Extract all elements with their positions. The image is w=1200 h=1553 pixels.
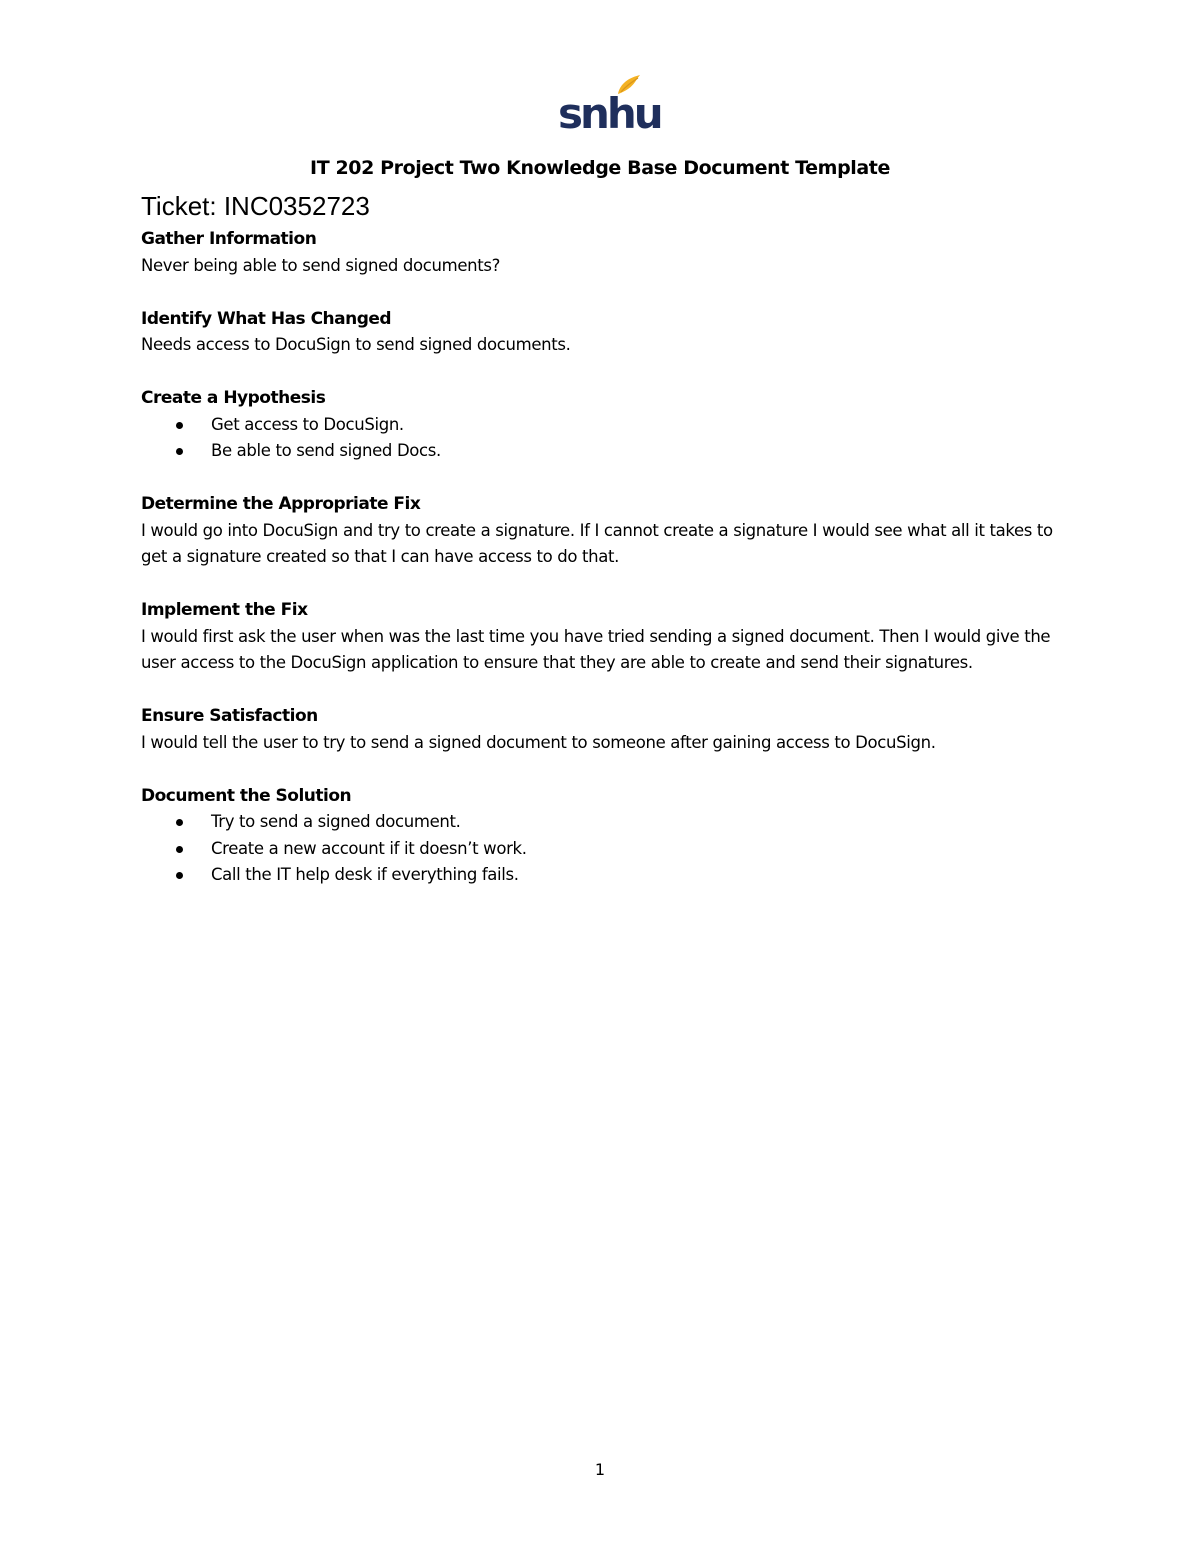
section-heading: Create a Hypothesis bbox=[141, 388, 326, 408]
list-item bbox=[141, 862, 1061, 889]
list-item-text: Call the IT help desk if everything fails. bbox=[211, 865, 519, 884]
section-paragraph: Needs access to DocuSign to send signed documents. bbox=[141, 335, 571, 354]
section-paragraph: I would tell the user to try to send a signed document to someone after gaining access to DocuSign. bbox=[141, 732, 936, 752]
list-item-text: Get access to DocuSign. bbox=[211, 414, 404, 434]
bullet-icon bbox=[176, 819, 183, 826]
section-determine-the-appropriate-fix bbox=[141, 491, 1061, 571]
section-paragraph: Never being able to send signed documents? bbox=[141, 255, 501, 275]
section-heading: Determine the Appropriate Fix bbox=[141, 494, 421, 514]
list-item-text: Be able to send signed Docs. bbox=[211, 441, 441, 460]
section-heading: Identify What Has Changed bbox=[141, 308, 392, 329]
bullet-list bbox=[141, 412, 1061, 465]
bullet-icon bbox=[176, 872, 183, 879]
bullet-icon bbox=[176, 422, 183, 429]
section-paragraph: I would first ask the user when was the last time you have tried sending a signed document. Then I would give the user access to the DocuSign application to ensure that they are able to create and send their signatures. bbox=[141, 626, 1051, 672]
document-title: IT 202 Project Two Knowledge Base Document Template bbox=[310, 157, 890, 179]
list-item-text: Create a new account if it doesn’t work. bbox=[211, 838, 527, 858]
section-heading: Ensure Satisfaction bbox=[141, 706, 318, 726]
ticket-number: Ticket: INC0352723 bbox=[141, 191, 370, 221]
section-implement-the-fix bbox=[141, 597, 1061, 677]
snhu-logo bbox=[558, 72, 661, 138]
section-paragraph: I would go into DocuSign and try to create a signature. If I cannot create a signature I would see what all it takes to get a signature created so that I can have access to do that. bbox=[141, 520, 1053, 566]
section-heading: Implement the Fix bbox=[141, 600, 308, 620]
bullet-icon bbox=[176, 846, 183, 853]
list-item bbox=[141, 438, 1061, 465]
bullet-list bbox=[141, 809, 1061, 889]
section-heading: Document the Solution bbox=[141, 785, 352, 806]
list-item bbox=[141, 412, 1061, 439]
bullet-icon bbox=[176, 448, 183, 455]
svg-text:snhu: snhu bbox=[558, 89, 661, 138]
section-document-the-solution bbox=[141, 783, 1061, 889]
section-identify-what-has-changed bbox=[141, 306, 1061, 359]
list-item-text: Try to send a signed document. bbox=[211, 812, 461, 831]
section-ensure-satisfaction bbox=[141, 703, 1061, 756]
list-item bbox=[141, 809, 1061, 836]
page-number: 1 bbox=[594, 1460, 606, 1479]
section-heading: Gather Information bbox=[141, 229, 317, 249]
list-item bbox=[141, 836, 1061, 863]
document-body bbox=[141, 226, 1061, 915]
section-gather-information bbox=[141, 226, 1061, 279]
section-create-a-hypothesis bbox=[141, 385, 1061, 465]
